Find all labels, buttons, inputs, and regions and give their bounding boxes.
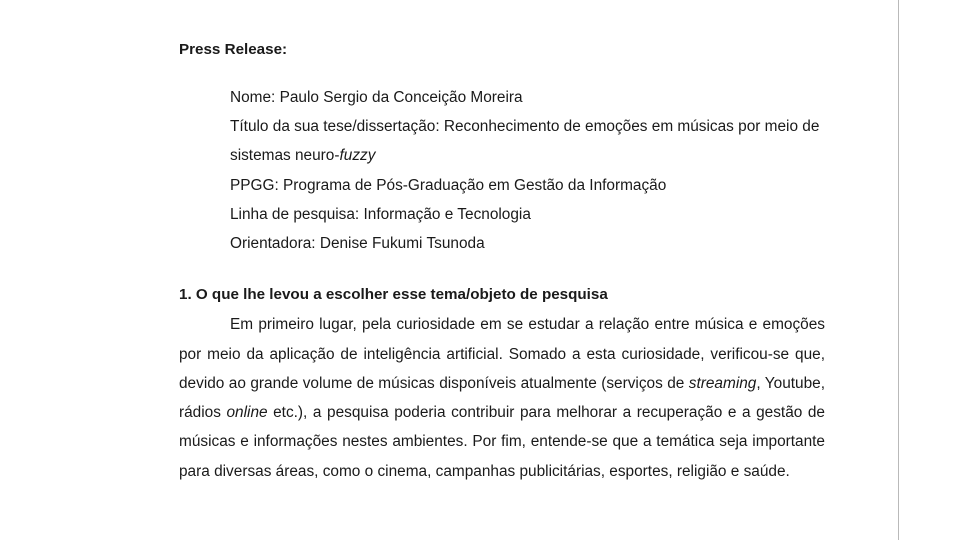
meta-ppgg: PPGG: Programa de Pós-Graduação em Gestão da Informação [230,176,667,194]
para-text-3: etc.), a pesquisa poderia contribuir para melhorar a recuperação e a gestão de músicas e informações nestes ambientes. Por fim, entende-se que a temática seja importante para diversas áreas, como o cinema, campanhas publicitárias, esportes, religião e saúde. [179,404,825,480]
meta-nome: Nome: Paulo Sergio da Conceição Moreira [230,89,523,106]
meta-linha: Linha de pesquisa: Informação e Tecnologia [230,205,531,223]
para-em-online: online [226,404,268,422]
section-1-heading: 1. O que lhe levou a escolher esse tema/objeto de pesquisa [179,286,608,304]
meta-orientadora: Orientadora: Denise Fukumi Tsunoda [230,235,485,253]
metadata-block [179,83,825,258]
para-text-1: Em primeiro lugar, pela curiosidade em se estudar a relação entre música e emoções por meio da aplicação de inteligência artificial. Somado a esta curiosidade, verificou-se que, devido ao grande volume de músicas disponíveis atualmente (serviços de [179,316,825,392]
section-1-paragraph [179,310,825,486]
meta-titulo-text: Título da sua tese/dissertação: Reconhecimento de emoções em músicas por meio de sistemas neuro- [230,118,820,165]
meta-titulo [230,112,825,170]
meta-titulo-italic: fuzzy [339,147,376,165]
document-title: Press Release: [179,41,288,58]
para-em-streaming: streaming [688,374,757,392]
page-edge-divider [898,0,899,540]
para-text-2: , Youtube, rádios [179,374,825,422]
document-body [179,38,825,486]
